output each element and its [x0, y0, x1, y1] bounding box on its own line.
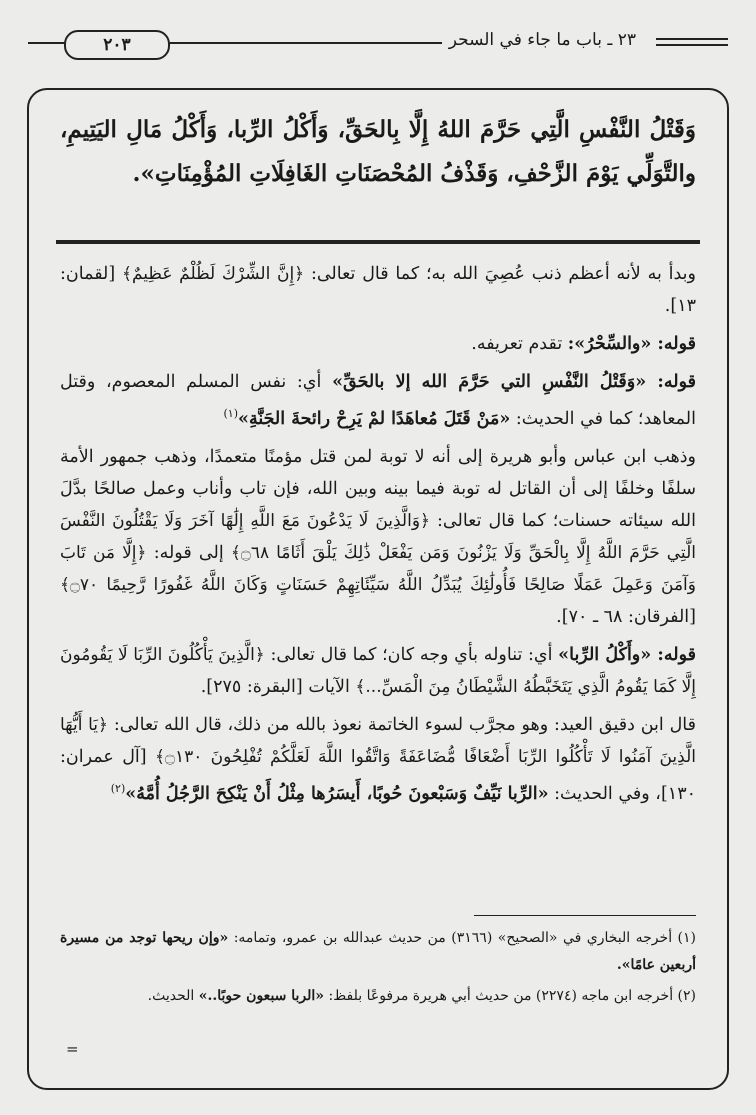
footnote-2 — [60, 983, 696, 1010]
p5-heading: قوله: «وأَكْلُ الرِّبا» — [558, 644, 696, 665]
p5-citation: الآيات [البقرة: ٢٧٥]. — [200, 676, 350, 697]
quran-verse-1: ﴿إِنَّ الشِّرْكَ لَظُلْمٌ عَظِيمٌ﴾ — [122, 264, 305, 284]
hadith-text: وَقَتْلُ النَّفْسِ الَّتِي حَرَّمَ اللهُ إِلَّا بِالحَقِّ، وَأَكْلُ الرِّبا، وَأَكْلُ مَالِ اليَتِيمِ، والتَّوَلِّي يَوْمَ الزَّحْفِ، وَقَذْفُ المُحْصَنَاتِ الغَافِلَاتِ المُؤْمِنَاتِ». — [60, 116, 696, 187]
p3-hadith: «مَنْ قَتَلَ مُعاهَدًا لمْ يَرِحْ رائحةَ الجَنَّةِ» — [238, 408, 511, 429]
p3-text: أي: نفس المسلم المعصوم، وقتل المعاهد؛ كما في الحديث: — [60, 372, 696, 429]
section-divider — [56, 240, 700, 244]
footnote-ref-1: (١) — [223, 407, 239, 420]
p4-citation: [الفرقان: ٦٨ ـ ٧٠]. — [556, 606, 696, 627]
p4-text: وذهب ابن عباس وأبو هريرة إلى أنه لا توبة لمن قتل مؤمنًا متعمدًا، وذهب جمهور الأمة سلفًا وخلفًا إلى أن القاتل له توبة فيما بينه وبين الله، فإن تاب وأناب وعمل صالحًا بدَّلَ الله سيئاته حسنات؛ كما قال تعالى: — [60, 446, 696, 531]
footnote-2-text: (٢) أخرجه ابن ماجه (٢٢٧٤) من حديث أبي هريرة مرفوعًا بلفظ: — [328, 988, 696, 1004]
quran-verse-3: ﴿إِلَّا مَن تَابَ وَآمَنَ وَعَمِلَ عَمَلًا صَالِحًا فَأُولَٰئِكَ يُبَدِّلُ اللَّهُ سَيِّئَاتِهِمْ حَسَنَاتٍ وَكَانَ اللَّهُ غَفُورًا رَّحِيمًا ۝٧٠﴾ — [60, 542, 696, 595]
p6-hadith: «الرِّبا نَيِّفٌ وَسَبْعونَ حُوبًا، أَيسَرُها مِثْلُ أَنْ يَنْكِحَ الرَّجُلُ أُمَّهُ» — [125, 783, 549, 804]
paragraph-4 — [60, 441, 696, 633]
quran-verse-5: ﴿يَا أَيُّهَا الَّذِينَ آمَنُوا لَا تَأْكُلُوا الرِّبَا أَضْعَافًا مُّضَاعَفَةً وَاتَّقُوا اللَّهَ لَعَلَّكُمْ تُفْلِحُونَ ۝١٣٠﴾ — [60, 714, 696, 767]
header-rule-right-1 — [656, 38, 728, 40]
p2-text: تقدم تعريفه. — [471, 334, 563, 354]
quran-verse-4: ﴿الَّذِينَ يَأْكُلُونَ الرِّبَا لَا يَقُومُونَ إِلَّا كَمَا يَقُومُ الَّذِي يَتَخَبَّطُهُ الشَّيْطَانُ مِنَ الْمَسِّ...﴾ — [60, 644, 696, 697]
page-header — [28, 20, 728, 68]
commentary-body — [60, 258, 696, 816]
footnote-2-quote: «الربا سبعون حوبًا..» — [198, 988, 325, 1004]
footnote-1-quote: «وإن ريحها توجد من مسيرة أربعين عامًا». — [60, 930, 696, 973]
paragraph-6 — [60, 709, 696, 810]
quran-verse-2: ﴿وَالَّذِينَ لَا يَدْعُونَ مَعَ اللَّهِ إِلَٰهًا آخَرَ وَلَا يَقْتُلُونَ النَّفْسَ الَّتِي حَرَّمَ اللَّهُ إِلَّا بِالْحَقِّ وَلَا يَزْنُونَ وَمَن يَفْعَلْ ذَٰلِكَ يَلْقَ أَثَامًا ۝٦٨﴾ — [60, 510, 696, 563]
footnote-divider — [474, 915, 696, 916]
p5-text: أي: تناوله بأي وجه كان؛ كما قال تعالى: — [270, 644, 553, 665]
footnotes — [60, 925, 696, 1014]
paragraph-5 — [60, 639, 696, 703]
header-rule-middle — [164, 42, 442, 44]
footnote-1-text: (١) أخرجه البخاري في «الصحيح» (٣١٦٦) من حديث عبدالله بن عمرو، وتمامه: — [233, 930, 697, 946]
p2-heading: قوله: «والسِّحْرُ»: — [567, 334, 696, 354]
p1-citation: [لقمان: ١٣]. — [60, 264, 696, 316]
footnote-ref-2: (٢) — [110, 781, 126, 795]
paragraph-1 — [60, 258, 696, 322]
header-rule-left — [28, 42, 68, 44]
p1-text: وبدأ به لأنه أعظم ذنب عُصِيَ الله به؛ كما قال تعالى: — [310, 264, 696, 284]
p6-text: قال ابن دقيق العيد: وهو مجرَّب لسوء الخاتمة نعوذ بالله من ذلك، قال الله تعالى: — [113, 714, 696, 735]
page-number: ٢٠٣ — [64, 30, 170, 60]
paragraph-3 — [60, 366, 696, 435]
p3-heading: قوله: «وَقَتْلُ النَّفْسِ التي حَرَّمَ الله إلا بالحَقِّ» — [332, 372, 696, 392]
p4-mid: إلى قوله: — [153, 542, 224, 563]
p6-citation: [آل عمران: ١٣٠]، وفي الحديث: — [60, 746, 696, 804]
footnote-1 — [60, 925, 696, 979]
margin-mark: = — [66, 1040, 79, 1058]
footnote-2-end: الحديث. — [147, 988, 195, 1004]
paragraph-2 — [60, 328, 696, 360]
header-rule-right-2 — [656, 44, 728, 46]
chapter-title: ٢٣ ـ باب ما جاء في السحر — [448, 30, 636, 50]
